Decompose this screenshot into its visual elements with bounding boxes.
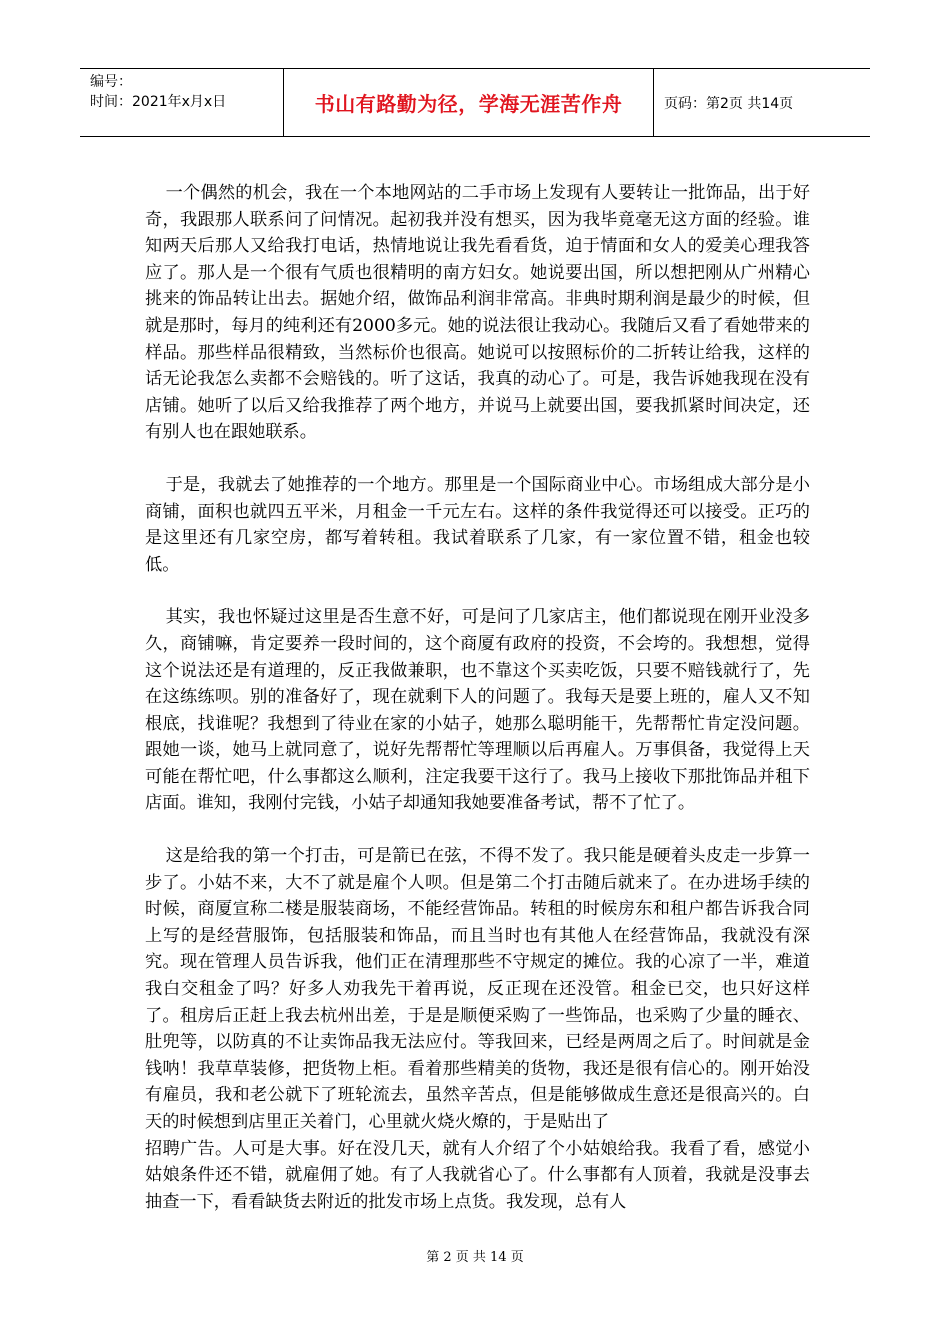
paragraph-continuation: 招聘广告。人可是大事。好在没几天，就有人介绍了个小姑娘给我。我看了看，感觉小姑娘条件还不错，就雇佣了她。有了人我就省心了。什么事都有人顶着，我就是没事去抽查一下，看看缺货去附近的批发市场上点货。我发现，总有人 [145, 1138, 810, 1212]
header-meta [80, 69, 284, 136]
header-page-info: 页码：第2页 共14页 [664, 95, 794, 112]
document-body [145, 180, 810, 1215]
paragraph: 于是，我就去了她推荐的一个地方。那里是一个国际商业中心。市场组成大部分是小商铺，面积也就四五平米，月租金一千元左右。这样的条件我觉得还可以接受。正巧的是这里还有几家空房，都写着转租。我试着联系了几家，有一家位置不错，租金也较低。 [145, 474, 810, 575]
time-label: 时间：2021年x月x日 [90, 94, 227, 110]
page-header [80, 68, 870, 137]
number-label: 编号： [90, 74, 132, 90]
page-footer: 第 2 页 共 14 页 [426, 1250, 524, 1265]
paragraph: 其实，我也怀疑过这里是否生意不好，可是问了几家店主，他们都说现在刚开业没多久，商铺嘛，肯定要养一段时间的，这个商厦有政府的投资，不会垮的。我想想，觉得这个说法还是有道理的，反正我做兼职，也不靠这个买卖吃饭，只要不赔钱就行了，先在这练练呗。别的准备好了，现在就剩下人的问题了。我每天是要上班的，雇人又不知根底，找谁呢？我想到了待业在家的小姑子，她那么聪明能干，先帮帮忙肯定没问题。跟她一谈，她马上就同意了，说好先帮帮忙等理顺以后再雇人。万事俱备，我觉得上天可能在帮忙吧，什么事都这么顺利，注定我要干这行了。我马上接收下那批饰品并租下店面。谁知，我刚付完钱，小姑子却通知我她要准备考试，帮不了忙了。 [145, 607, 810, 814]
header-motto: 书山有路勤为径，学海无涯苦作舟 [284, 69, 654, 136]
paragraph: 一个偶然的机会，我在一个本地网站的二手市场上发现有人要转让一批饰品，出于好奇，我跟那人联系问了问情况。起初我并没有想买，因为我毕竟毫无这方面的经验。谁知两天后那人又给我打电话，热情地说让我先看看货，迫于情面和女人的爱美心理我答应了。那人是一个很有气质也很精明的南方妇女。她说要出国，所以想把刚从广州精心挑来的饰品转让出去。据她介绍，做饰品利润非常高。非典时期利润是最少的时候，但就是那时，每月的纯利还有2000多元。她的说法很让我动心。我随后又看了看她带来的样品。那些样品很精致，当然标价也很高。她说可以按照标价的二折转让给我，这样的话无论我怎么卖都不会赔钱的。听了这话，我真的动心了。可是，我告诉她我现在没有店铺。她听了以后又给我推荐了两个地方，并说马上就要出国，要我抓紧时间决定，还有别人也在跟她联系。 [145, 183, 810, 443]
paragraph: 这是给我的第一个打击，可是箭已在弦，不得不发了。我只能是硬着头皮走一步算一步了。小姑不来，大不了就是雇个人呗。但是第二个打击随后就来了。在办进场手续的时候，商厦宣称二楼是服装商场，不能经营饰品。转租的时候房东和租户都告诉我合同上写的是经营服饰，包括服装和饰品，而且当时也有其他人在经营饰品，我就没有深究。现在管理人员告诉我，他们正在清理那些不守规定的摊位。我的心凉了一半，难道我白交租金了吗？好多人劝我先干着再说，反正现在还没管。租金已交，也只好这样了。租房后正赶上我去杭州出差，于是是顺便采购了一些饰品，也采购了少量的睡衣、肚兜等，以防真的不让卖饰品我无法应付。等我回来，已经是两周之后了。时间就是金钱呐！我草草装修，把货物上柜。看着那些精美的货物，我还是很有信心的。刚开始没有雇员，我和老公就下了班轮流去，虽然辛苦点，但是能够做成生意还是很高兴的。白天的时候想到店里正关着门，心里就火烧火燎的，于是贴出了 [145, 846, 810, 1132]
